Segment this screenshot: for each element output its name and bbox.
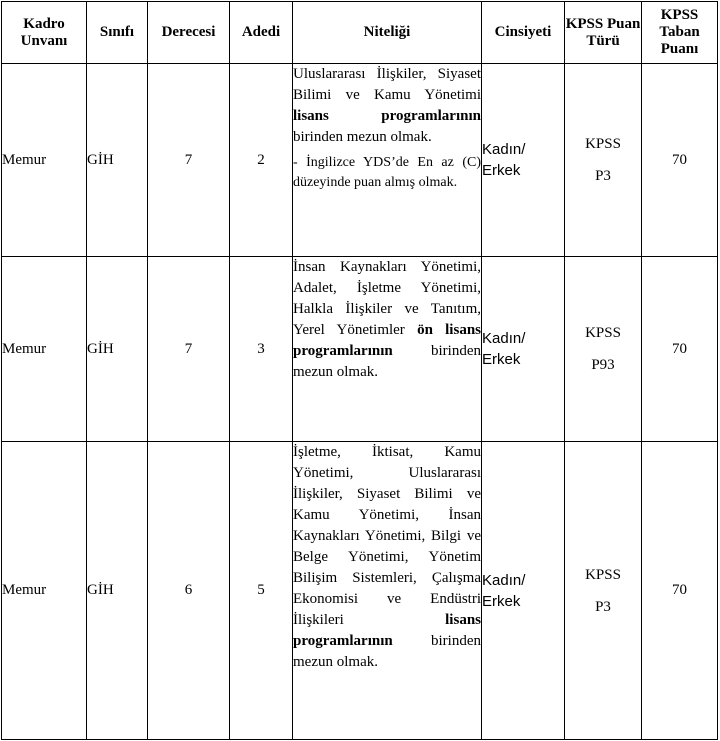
cell-qualification: [293, 257, 482, 442]
header-count: Adedi: [230, 2, 293, 64]
cell-unit: Memur: [2, 442, 87, 740]
qualification-tail: birinden mezun olmak.: [293, 633, 481, 670]
score-type-code: P3: [595, 598, 611, 615]
header-grade: Derecesi: [148, 2, 230, 64]
header-unit: Kadro Unvanı: [2, 2, 87, 64]
cell-count: 5: [230, 442, 293, 740]
cell-grade: 7: [148, 64, 230, 257]
cell-min-score: 70: [642, 257, 718, 442]
qualification-bold: lisans programlarının: [293, 612, 481, 649]
cell-qualification: [293, 442, 482, 740]
qualification-tail: birinden mezun olmak.: [293, 129, 432, 145]
cell-class: GİH: [87, 64, 148, 257]
table-row: [2, 64, 718, 257]
qualification-text: İnsan Kaynakları Yönetimi, Adalet, İşletme Yönetimi, Halkla İlişkiler ve Tanıtım, Yerel Yönetimler: [293, 259, 481, 338]
qualification-tail: birinden mezun olmak.: [293, 343, 481, 380]
cell-score-type: [565, 257, 642, 442]
cell-unit: Memur: [2, 257, 87, 442]
qualification-bold: lisans programlarının: [293, 108, 481, 124]
cell-grade: 6: [148, 442, 230, 740]
score-type-kpss: KPSS: [585, 325, 621, 341]
table-row: [2, 257, 718, 442]
score-type-kpss: KPSS: [585, 136, 621, 152]
cell-qualification: [293, 64, 482, 257]
qualification-text: İşletme, İktisat, Kamu Yönetimi, Uluslararası İlişkiler, Siyaset Bilimi ve Kamu Yönetimi, İnsan Kaynakları Yönetimi, Bilgi ve Belge Yönetimi, Yönetim Bilişim Sistemleri, Çalışma Ekonomisi ve Endüstri İlişkileri: [293, 444, 481, 628]
score-type-code: P93: [591, 357, 615, 373]
qualification-paragraph: [293, 257, 481, 383]
cell-grade: 7: [148, 257, 230, 442]
cell-gender: Kadın/ Erkek: [482, 64, 565, 257]
score-type-kpss: KPSS: [585, 566, 621, 583]
header-score-type: KPSS Puan Türü: [565, 2, 642, 64]
cell-class: GİH: [87, 257, 148, 442]
positions-table: [1, 1, 718, 740]
score-type-code: P3: [595, 168, 611, 184]
qualification-text: Uluslararası İlişkiler, Siyaset Bilimi ve Kamu Yönetimi: [293, 66, 481, 103]
qualification-bold: ön lisans programlarının: [293, 322, 481, 359]
qualification-paragraph: [293, 64, 481, 148]
cell-gender: Kadın/ Erkek: [482, 257, 565, 442]
cell-score-type: [565, 442, 642, 740]
cell-min-score: 70: [642, 442, 718, 740]
cell-count: 2: [230, 64, 293, 257]
cell-unit: Memur: [2, 64, 87, 257]
cell-count: 3: [230, 257, 293, 442]
header-row: [2, 2, 718, 64]
header-class: Sınıfı: [87, 2, 148, 64]
header-qualification: Niteliği: [293, 2, 482, 64]
cell-score-type: [565, 64, 642, 257]
table-row: [2, 442, 718, 740]
qualification-paragraph: [293, 442, 481, 673]
header-min-score: KPSS Taban Puanı: [642, 2, 718, 64]
cell-class: GİH: [87, 442, 148, 740]
qualification-note: - İngilizce YDS’de En az (C) düzeyinde puan almış olmak.: [293, 155, 481, 190]
cell-gender: Kadın/ Erkek: [482, 442, 565, 740]
header-gender: Cinsiyeti: [482, 2, 565, 64]
cell-min-score: 70: [642, 64, 718, 257]
